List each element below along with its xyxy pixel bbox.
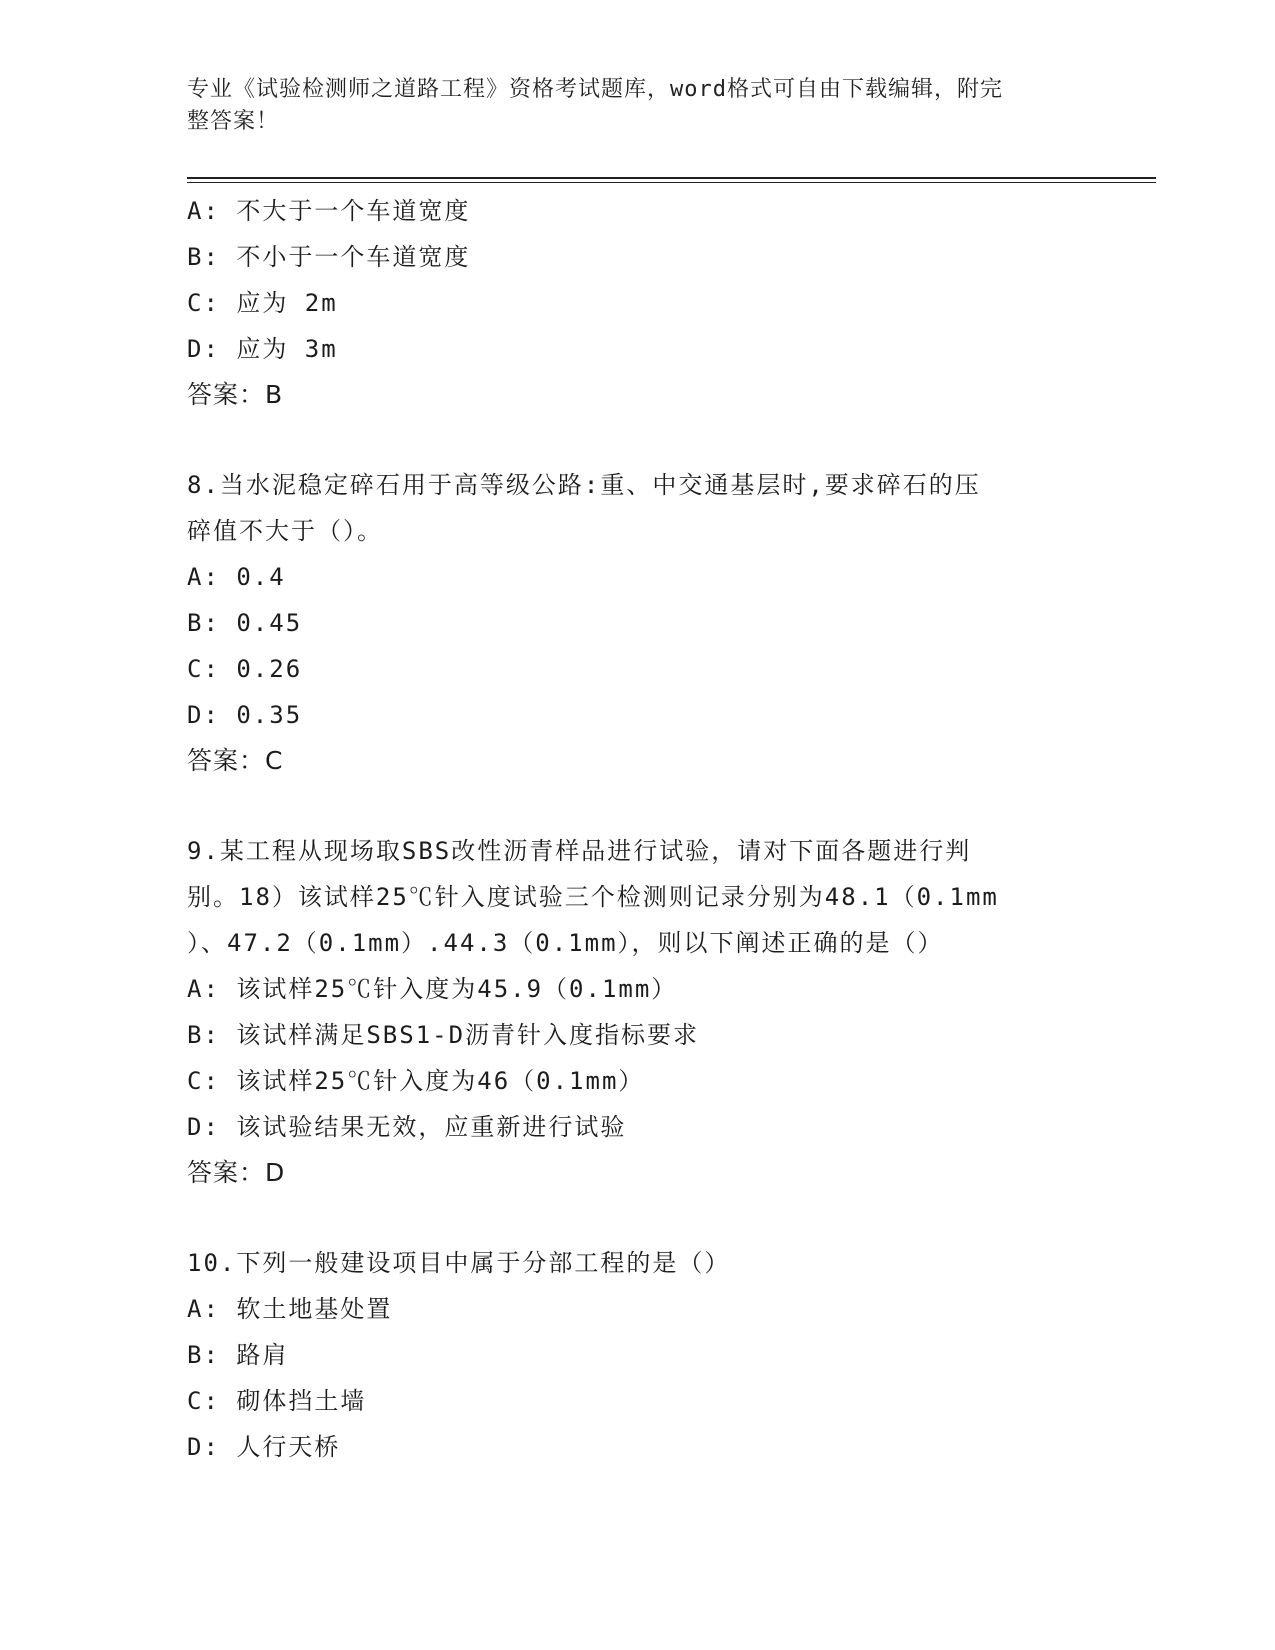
option-a: A: 0.4 bbox=[187, 563, 286, 591]
answer-line: 答案：B bbox=[187, 380, 284, 409]
option-c: C: 该试样25℃针入度为46（0.1mm） bbox=[187, 1067, 645, 1095]
spacer bbox=[187, 784, 1087, 828]
option-d: D: 该试验结果无效，应重新进行试验 bbox=[187, 1113, 627, 1141]
question-stem-line: 10.下列一般建设项目中属于分部工程的是（） bbox=[187, 1249, 731, 1277]
option-d: D: 0.35 bbox=[187, 701, 303, 729]
spacer bbox=[187, 1196, 1087, 1240]
option-b: B: 路肩 bbox=[187, 1341, 289, 1369]
question-stem-line: 8.当水泥稳定碎石用于高等级公路:重、中交通基层时,要求碎石的压 bbox=[187, 471, 981, 499]
header-rule-thick bbox=[187, 177, 1156, 179]
question-9 bbox=[187, 828, 1087, 1196]
option-b: B: 该试样满足SBS1-D沥青针入度指标要求 bbox=[187, 1021, 700, 1049]
option-b: B: 0.45 bbox=[187, 609, 303, 637]
question-10 bbox=[187, 1240, 1087, 1470]
question-stem-line: ）、47.2（0.1mm）.44.3（0.1mm），则以下阐述正确的是（） bbox=[187, 929, 944, 957]
header-rule-thin bbox=[187, 182, 1156, 183]
option-a: A: 该试样25℃针入度为45.9（0.1mm） bbox=[187, 975, 678, 1003]
question-8 bbox=[187, 462, 1087, 784]
option-a: A: 软土地基处置 bbox=[187, 1295, 393, 1323]
option-d: D: 人行天桥 bbox=[187, 1433, 341, 1461]
option-d: D: 应为 3m bbox=[187, 335, 338, 363]
option-c: C: 砌体挡土墙 bbox=[187, 1387, 367, 1415]
document-header bbox=[187, 74, 1067, 138]
question-7 bbox=[187, 188, 1087, 418]
answer-line: 答案：D bbox=[187, 1158, 286, 1187]
option-c: C: 应为 2m bbox=[187, 289, 338, 317]
header-line-1: 专业《试验检测师之道路工程》资格考试题库，word格式可自由下载编辑，附完 bbox=[187, 77, 1003, 102]
answer-line: 答案：C bbox=[187, 746, 284, 775]
header-line-2: 整答案！ bbox=[187, 109, 280, 134]
question-stem-line: 9.某工程从现场取SBS改性沥青样品进行试验，请对下面各题进行判 bbox=[187, 837, 972, 865]
option-c: C: 0.26 bbox=[187, 655, 303, 683]
question-list bbox=[187, 188, 1087, 1470]
question-stem-line: 碎值不大于（）。 bbox=[187, 517, 383, 545]
option-b: B: 不小于一个车道宽度 bbox=[187, 243, 471, 271]
option-a: A: 不大于一个车道宽度 bbox=[187, 197, 471, 225]
spacer bbox=[187, 418, 1087, 462]
question-stem-line: 别。18）该试样25℃针入度试验三个检测则记录分别为48.1（0.1mm bbox=[187, 883, 999, 911]
